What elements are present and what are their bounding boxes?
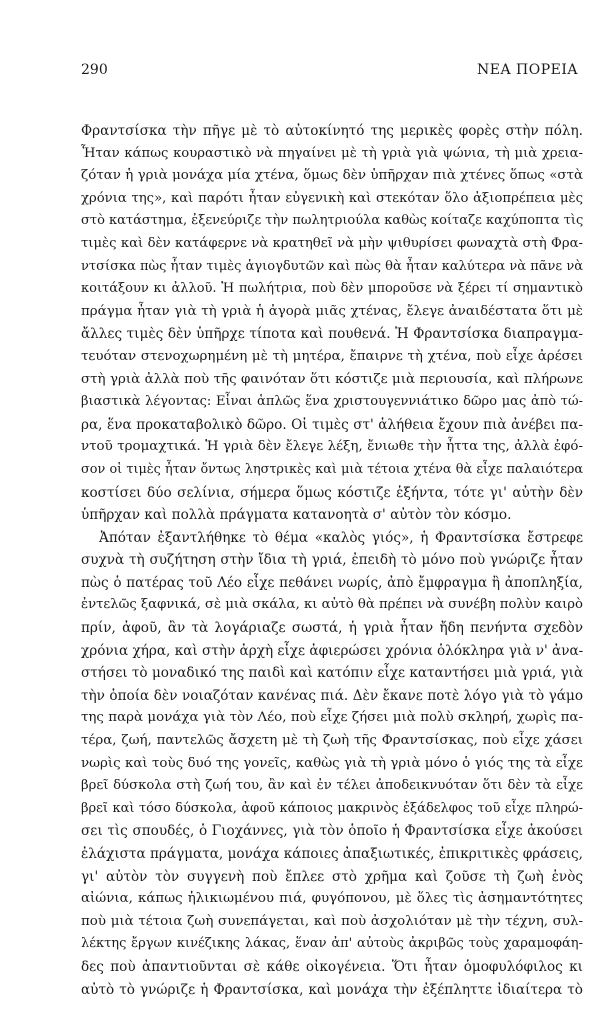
text-line: πὼς ὁ πατέρας τοῦ Λέο εἶχε πεθάνει νωρίς, ἀπὸ ἔμφραγμα ἢ ἀποπληξία, [81,574,583,591]
text-line: στὴ γριὰ ἀλλὰ ποὺ τῆς φαινόταν ὅτι κόστιζε μιὰ περιουσία, καὶ πλήρωνε [81,371,583,387]
text-line: δες ποὺ ἀπαντιοῦνται σὲ κάθε οἰκογένεια. Ὅτι ἦταν ὁμοφυλόφιλος κι [81,958,583,975]
text-line: Ἀπόταν ἐξαντλήθηκε τὸ θέμα «καλὸς γιός», ἡ Φραντσίσκα ἔστρεφε [99,529,583,546]
text-line: χρόνια της», καὶ παρότι ἦταν εὐγενικὴ καὶ στεκόταν ὅλο ἀξιοπρέπεια μὲς [81,190,583,206]
page-number: 290 [81,62,108,78]
text-line: ποὺ μιὰ τέτοια ζωὴ συνεπάγεται, καὶ ποὺ ἀσχολιόταν μὲ τὴν τέχνη, συλ- [81,913,583,929]
text-line: στὸ κατάστημα, ἐξενεύριζε τὴν πωλητριούλα καθὼς κοίταζε καχύποπτα τὶς [81,213,584,229]
text-line: ζόταν ἡ γριὰ μονάχα μία χτένα, ὅμως δὲν ὑπῆρχαν πιὰ χτένες ὅπως «στὰ [81,168,583,184]
text-line: τιμὲς καὶ δὲν κατάφερνε νὰ κρατηθεῖ νὰ μὴν ψιθυρίσει φωναχτὰ στὴ Φρα- [81,235,583,251]
text-line: στήσει τὸ μοναδικό της παιδὶ καὶ κατόπιν εἶχε καταντήσει μιὰ γριά, γιὰ [81,665,584,682]
text-line: βρεῖ δύσκολα στὴ ζωή του, ἂν καὶ ἐν τέλει ἀποδεικνυόταν ὅτι δὲν τὰ εἶχε [81,778,583,794]
text-line: αὐτὸ τὸ γνώριζε ἡ Φραντσίσκα, καὶ μονάχα τὴν ἐξέπληττε ἰδιαίτερα τὸ [81,981,583,998]
body-text [81,120,583,1001]
text-line: ἄλλες τιμὲς δὲν ὑπῆρχε τίποτα καὶ πουθενά. Ἡ Φραντσίσκα διαπραγμα- [81,326,583,343]
text-line: κοστίσει δύο σελίνια, σήμερα ὅμως κόστιζε ἑξήντα, τότε γι' αὐτὴν δὲν [81,484,583,501]
text-line: γι' αὐτὸν τὸν συγγενὴ ποὺ ἔπλεε στὸ χρῆμα καὶ ζοῦσε τὴ ζωὴ ἑνὸς [81,868,583,885]
text-line: ὑπῆρχαν καὶ πολλὰ πράγματα κατανοητὰ σ' αὐτὸν τὸν κόσμο. [81,507,512,524]
paragraph-1 [81,120,583,527]
text-line: κοιτάξουν κι ἀλλοῦ. Ἡ πωλήτρια, ποὺ δὲν μποροῦσε νὰ ξέρει τί σημαντικὸ [81,281,583,297]
page-header [81,62,578,82]
text-line: πρίν, ἀφοῦ, ἂν τὰ λογάριαζε σωστά, ἡ γριὰ ἦταν ἤδη πενήντα σχεδὸν [81,620,583,637]
text-line: ἐλάχιστα πράγματα, μονάχα κάποιες ἀπαξιωτικές, ἐπικριτικὲς φράσεις, [81,846,583,862]
text-line: πράγμα ἦταν γιὰ τὴ γριὰ ἡ ἀγορὰ μιᾶς χτένας, ἔλεγε ἀναιδέστατα ὅτι μὲ [81,303,583,319]
text-line: συχνὰ τὴ συζήτηση στὴν ἴδια τὴ γριά, ἐπειδὴ τὸ μόνο ποὺ γνώριζε ἦταν [81,552,583,569]
text-line: τευόταν στενοχωρημένη μὲ τὴ μητέρα, ἔπαιρνε τὴ χτένα, ποὺ εἶχε ἀρέσει [81,348,583,364]
text-line: αἰώνια, κάπως ἡλικιωμένου πιά, φυγόπονου, μὲ ὅλες τὶς ἀσημαντότητες [81,891,583,907]
text-line: νωρὶς καὶ τοὺς δυό της γονεῖς, καθὼς γιὰ τὴ γριὰ μόνο ὁ γιός της τὰ εἶχε [81,755,583,771]
text-line: Ἦταν κάπως κουραστικὸ νὰ πηγαίνει μὲ τὴ γριὰ γιὰ ψώνια, τὴ μιὰ χρεια- [81,145,583,161]
running-head: ΝΕΑ ΠΟΡΕΙΑ [477,62,578,78]
text-line: χρόνια χήρα, καὶ στὴν ἀρχὴ εἶχε ἀφιερώσει χρόνια ὁλόκληρα γιὰ ν' ἀνα- [81,642,584,659]
text-line: της παρὰ μονάχα γιὰ τὸν Λέο, ποὺ εἶχε ζήσει μιὰ πολὺ σκληρή, χωρὶς πα- [81,710,583,726]
text-line: λέκτης ἔργων κινέζικης λάκας, ἕναν ἀπ' αὐτοὺς ἀκριβῶς τοὺς χαραμοφάη- [81,936,583,952]
text-line: τέρα, ζωή, παντελῶς ἄσχετη μὲ τὴ ζωὴ τῆς Φραντσίσκας, ποὺ εἶχε χάσει [81,733,583,749]
text-line: βρεῖ καὶ τόσο δύσκολα, ἀφοῦ κάποιος μακρινὸς ἐξάδελφος τοῦ εἶχε πληρώ- [81,800,583,816]
paragraph-2 [81,527,583,1001]
text-line: τὴν ὁποία δὲν νοιαζόταν κανένας πιά. Δὲν ἔκανε ποτὲ λόγο γιὰ τὸ γάμο [81,687,583,704]
text-line: ἐντελῶς ξαφνικά, σὲ μιὰ σκάλα, κι αὐτὸ θὰ πρέπει νὰ συνέβη πολὺν καιρὸ [81,597,583,613]
text-line: σει τὶς σπουδές, ὁ Γιοχάννες, γιὰ τὸν ὁποῖο ἡ Φραντσίσκα εἶχε ἀκούσει [81,823,583,840]
text-line: ντοῦ τρομαχτικά. Ἡ γριὰ δὲν ἔλεγε λέξη, ἔνιωθε τὴν ἧττα της, ἀλλὰ ἐφό- [81,439,583,455]
text-line: ρα, ἕνα προκαταβολικὸ δῶρο. Οἱ τιμὲς στ' ἀλήθεια ἔχουν πιὰ ἀνέβει πα- [81,416,583,433]
text-line: βιαστικὰ λέγοντας: Εἶναι ἁπλῶς ἕνα χριστουγεννιάτικο δῶρο μας ἀπὸ τώ- [81,394,583,410]
text-line: ντσίσκα πὼς ἦταν τιμὲς ἁγιογδυτῶν καὶ πὼς θὰ ἦταν καλύτερα νὰ πᾶνε νὰ [81,258,583,274]
text-line: σον οἱ τιμὲς ἦταν ὄντως ληστρικὲς καὶ μιὰ τέτοια χτένα θὰ εἶχε παλαιότερα [81,461,583,477]
text-line: Φραντσίσκα τὴν πῆγε μὲ τὸ αὐτοκίνητό της μερικὲς φορὲς στὴν πόλη. [81,123,583,139]
